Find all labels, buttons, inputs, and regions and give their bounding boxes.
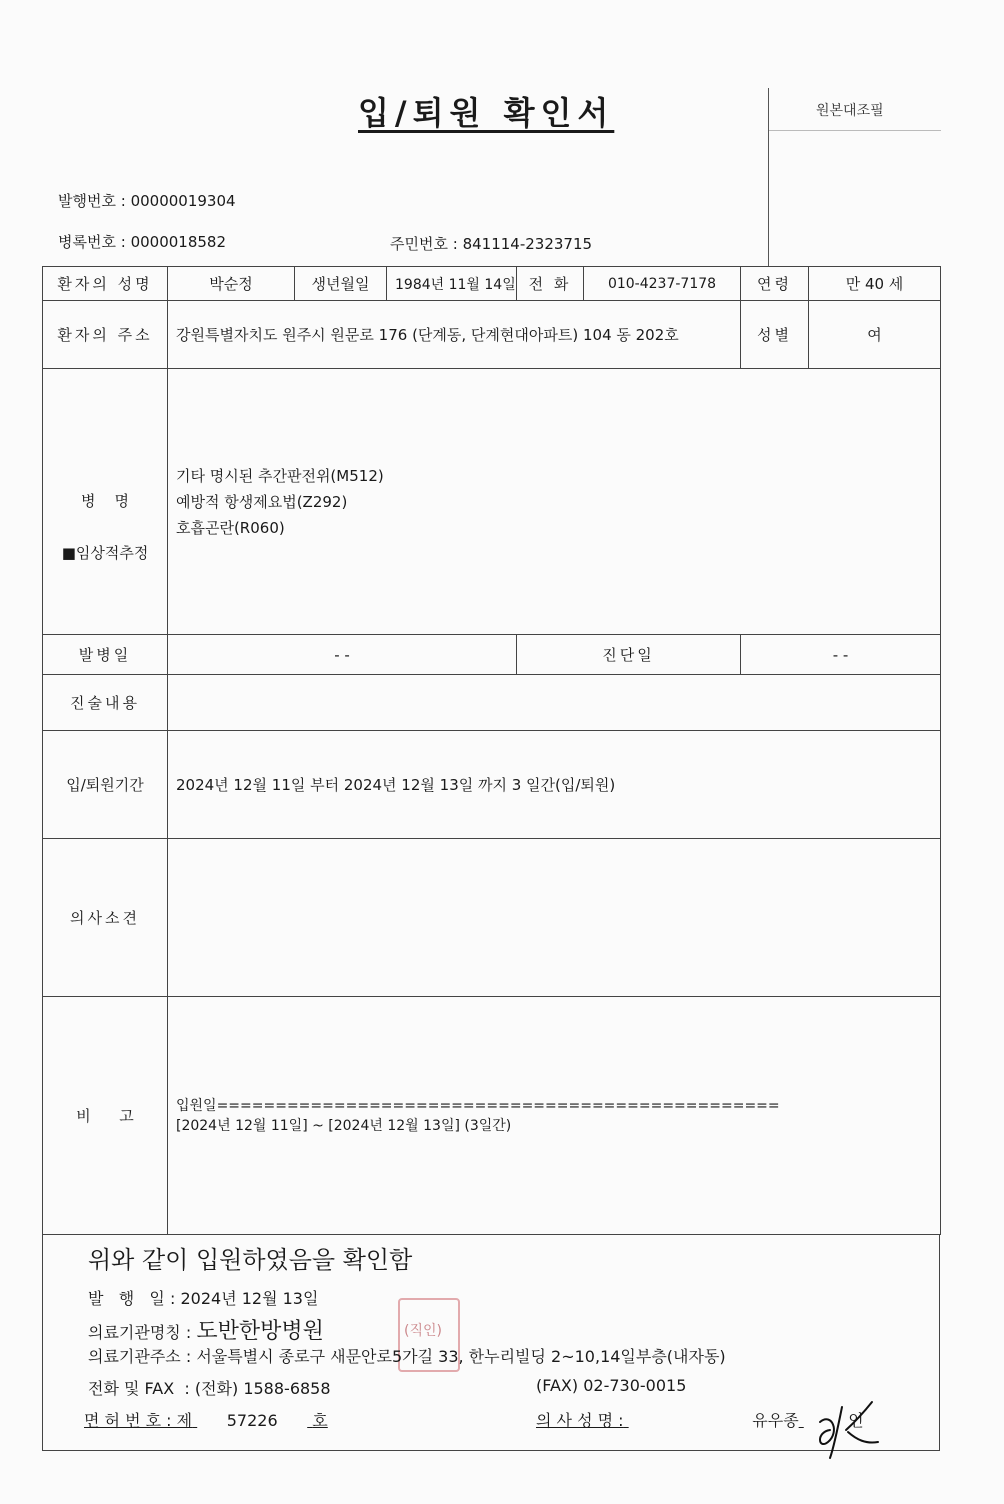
address-value: 강원특별자치도 원주시 원문로 176 (단계동, 단계현대아파트) 104 동 202호 (168, 301, 741, 369)
hospital-label: 의료기관명칭 : (88, 1323, 192, 1342)
document-title: 입/퇴원 확인서 (358, 94, 615, 132)
remarks-line: [2024년 12월 11일] ~ [2024년 12월 13일] (3일간) (176, 1117, 512, 1134)
age-label: 연령 (741, 267, 809, 301)
license-label: 면 허 번 호 : 제 (84, 1411, 193, 1430)
record-number-label: 병록번호 : (58, 233, 126, 251)
issue-number-value: 00000019304 (130, 192, 236, 210)
doctor-name: 유우종 (752, 1411, 799, 1430)
issue-date-row (88, 1286, 318, 1309)
hospital-phone: (전화) 1588-6858 (194, 1379, 331, 1398)
dob-label: 생년월일 (295, 267, 387, 301)
doctor-signature (812, 1392, 882, 1462)
resident-number-value: 841114-2323715 (462, 235, 593, 253)
address-label: 환자의 주소 (43, 301, 168, 369)
issue-date-value: 2024년 12월 13일 (180, 1289, 319, 1308)
issue-date-label: 발 행 일 : (88, 1289, 176, 1308)
issue-number (58, 190, 236, 211)
hospital-name: 도반한방병원 (196, 1319, 324, 1344)
opinion-label: 의사소견 (43, 839, 168, 997)
license-suffix: 호 (312, 1411, 328, 1430)
diagnosis-list (168, 369, 941, 635)
clinical-estimate-label: ■임상적추정 (61, 543, 149, 562)
period-label: 입/퇴원기간 (43, 731, 168, 839)
period-value: 2024년 12월 11일 부터 2024년 12월 13일 까지 3 일간(입/퇴원) (168, 731, 941, 839)
phone-value: 010-4237-7178 (584, 267, 741, 301)
patient-name-label: 환자의 성명 (43, 267, 168, 301)
diagnosis-label-cell (43, 369, 168, 635)
diagnosis-item: 예방적 항생제요법(Z292) (176, 492, 348, 511)
diagnosis-label: 병 명 (80, 491, 130, 510)
resident-number (390, 233, 592, 254)
seal-text: (직인) (404, 1323, 442, 1339)
hospital-fax: (FAX) 02-730-0015 (536, 1376, 687, 1395)
onset-label: 발병일 (43, 635, 168, 675)
license-number: 57226 (226, 1411, 278, 1430)
diagnosis-item: 호흡곤란(R060) (176, 518, 285, 537)
diagnosis-item: 기타 명시된 추간판전위(M512) (176, 466, 384, 485)
dob-value: 1984년 11월 14일 (387, 267, 517, 301)
hospital-row (88, 1314, 324, 1345)
issue-number-label: 발행번호 : (58, 192, 126, 210)
hospital-address: 서울특별시 종로구 새문안로5가길 33, 한누리빌딩 2~10,14일부층(내자동) (196, 1347, 726, 1366)
hospital-address-label: 의료기관주소 : (88, 1347, 192, 1366)
remarks-line: 입원일================================================ (176, 1097, 780, 1114)
sex-label: 성별 (741, 301, 809, 369)
patient-name: 박순정 (168, 267, 295, 301)
doctor-seal-mark: 인 (848, 1411, 864, 1430)
opinion-value (168, 839, 941, 997)
license-row (84, 1408, 328, 1431)
statement-value (168, 675, 941, 731)
record-number (58, 231, 226, 252)
phone-fax-row (88, 1376, 331, 1399)
remarks-label: 비 고 (43, 997, 168, 1235)
phone-label: 전 화 (517, 267, 584, 301)
record-number-value: 0000018582 (130, 233, 227, 251)
diagnosis-date-value: - - (741, 635, 941, 675)
confirmation-form-table (42, 266, 941, 1235)
statement-label: 진술내용 (43, 675, 168, 731)
resident-number-label: 주민번호 : (390, 235, 458, 253)
age-value: 만 40 세 (809, 267, 941, 301)
hospital-address-row (88, 1344, 726, 1367)
confirmation-statement: 위와 같이 입원하였음을 확인함 (88, 1246, 413, 1274)
diagnosis-date-label: 진단일 (517, 635, 741, 675)
original-copy-mark: 원본대조필 (816, 103, 884, 119)
sex-value: 여 (809, 301, 941, 369)
phone-fax-label: 전화 및 FAX : (88, 1379, 190, 1398)
doctor-label: 의 사 성 명 : (536, 1411, 624, 1430)
remarks-value (168, 997, 941, 1235)
onset-value: - - (168, 635, 517, 675)
